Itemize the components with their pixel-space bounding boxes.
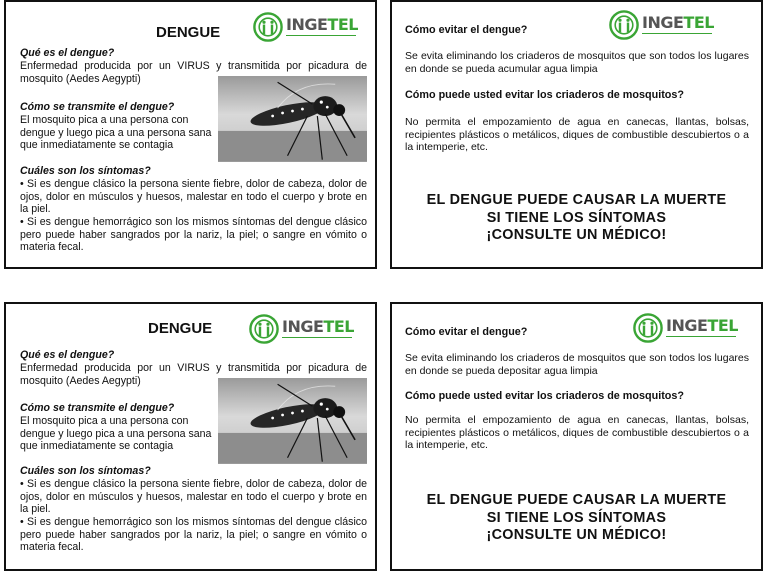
warning-line-2: SI TIENE LOS SÍNTOMAS — [486, 209, 667, 226]
warning-line-3: ¡CONSULTE UN MÉDICO! — [486, 527, 667, 543]
warning-line-3: ¡CONSULTE UN MÉDICO! — [486, 227, 667, 243]
logo-text-part2: TEL — [327, 14, 358, 34]
mosquito-illustration — [218, 378, 367, 464]
warning-line-2: SI TIENE LOS SÍNTOMAS — [486, 509, 667, 526]
question-how: Cómo se transmite el dengue? — [20, 402, 175, 414]
ingetel-logo-icon — [632, 312, 664, 344]
symptom-classic: • Si es dengue clásico la persona siente fiebre, dolor de cabeza, dolor de ojos, dolor en músculos y huesos, malestar en todo el cuerpo y brote en la piel. — [20, 178, 367, 216]
answer-how: El mosquito pica a una persona con dengue y luego pica a una persona sana que inmediatamente se contagia — [20, 415, 212, 453]
answer-what: Enfermedad producida por un VIRUS y transmitida por picadura de mosquito (Aedes Aegypti) — [20, 362, 367, 387]
question-breeding: Cómo puede usted evitar los criaderos de mosquitos? — [405, 89, 684, 101]
logo-tagline-line — [642, 33, 712, 36]
ingetel-logo-icon — [248, 313, 280, 345]
question-what: Qué es el dengue? — [20, 47, 115, 59]
question-breeding: Cómo puede usted evitar los criaderos de mosquitos? — [405, 390, 684, 402]
logo-tagline-line — [286, 35, 356, 38]
ingetel-logo-icon — [608, 9, 640, 41]
mosquito-illustration — [218, 76, 367, 162]
flyer-title: DENGUE — [156, 24, 221, 41]
symptom-hemorrhagic: • Si es dengue hemorrágico son los mismos síntomas del dengue clásico pero puede haber sangrados por la nariz, la piel; o sangre en vómito o materia fecal. — [20, 516, 367, 554]
answer-breeding: No permita el empozamiento de agua en canecas, llantas, bolsas, recipientes plásticos o metálicos, diques de combustible descubiertos o a la intemperie, etc. — [405, 414, 749, 451]
warning-line-1: EL DENGUE PUEDE CAUSAR LA MUERTE — [426, 192, 727, 208]
ingetel-logo — [608, 9, 714, 41]
mosquito-photo — [218, 378, 367, 464]
logo-text-part2: TEL — [683, 12, 714, 32]
question-symptoms: Cuáles son los síntomas? — [20, 465, 151, 477]
flyer-front-top — [4, 0, 377, 269]
question-avoid: Cómo evitar el dengue? — [405, 326, 528, 338]
symptom-hemorrhagic: • Si es dengue hemorrágico son los mismos síntomas del dengue clásico pero puede haber sangrados por la nariz, la piel; o sangre en vómito o materia fecal. — [20, 216, 367, 254]
answer-avoid: Se evita eliminando los criaderos de mosquitos que son todos los lugares en donde se pueda acumular agua limpia — [405, 50, 749, 75]
logo-text-part1: INGE — [286, 14, 328, 34]
logo-text-part1: INGE — [666, 315, 708, 335]
mosquito-photo — [218, 76, 367, 162]
flyer-back-top — [390, 0, 763, 269]
logo-text-part2: TEL — [707, 315, 738, 335]
logo-tagline-line — [666, 336, 736, 339]
ingetel-logo-icon — [252, 11, 284, 43]
answer-avoid: Se evita eliminando los criaderos de mosquitos que son todos los lugares en donde se pueda depositar agua limpia — [405, 352, 749, 377]
warning-block — [392, 192, 761, 245]
logo-text-part1: INGE — [642, 12, 684, 32]
ingetel-logo — [252, 11, 358, 43]
ingetel-logo — [248, 313, 354, 345]
answer-how: El mosquito pica a una persona con dengue y luego pica a una persona sana que inmediatamente se contagia — [20, 114, 212, 152]
logo-tagline-line — [282, 337, 352, 340]
logo-text-part1: INGE — [282, 316, 324, 336]
question-what: Qué es el dengue? — [20, 349, 115, 361]
ingetel-logo — [632, 312, 738, 344]
question-symptoms: Cuáles son los síntomas? — [20, 165, 151, 177]
warning-block — [392, 492, 761, 545]
question-how: Cómo se transmite el dengue? — [20, 101, 175, 113]
answer-breeding: No permita el empozamiento de agua en canecas, llantas, bolsas, recipientes plásticos o metálicos, diques de combustible descubiertos o a la intemperie, etc. — [405, 116, 749, 153]
flyer-title: DENGUE — [148, 320, 213, 337]
logo-text-part2: TEL — [323, 316, 354, 336]
flyer-front-bottom — [4, 302, 377, 571]
answer-what: Enfermedad producida por un VIRUS y transmitida por picadura de mosquito (Aedes Aegypti) — [20, 60, 367, 85]
warning-line-1: EL DENGUE PUEDE CAUSAR LA MUERTE — [426, 492, 727, 508]
symptom-classic: • Si es dengue clásico la persona siente fiebre, dolor de cabeza, dolor de ojos, dolor en músculos y huesos, malestar en todo el cuerpo y brote en la piel. — [20, 478, 367, 516]
question-avoid: Cómo evitar el dengue? — [405, 24, 528, 36]
flyer-back-bottom — [390, 302, 763, 571]
